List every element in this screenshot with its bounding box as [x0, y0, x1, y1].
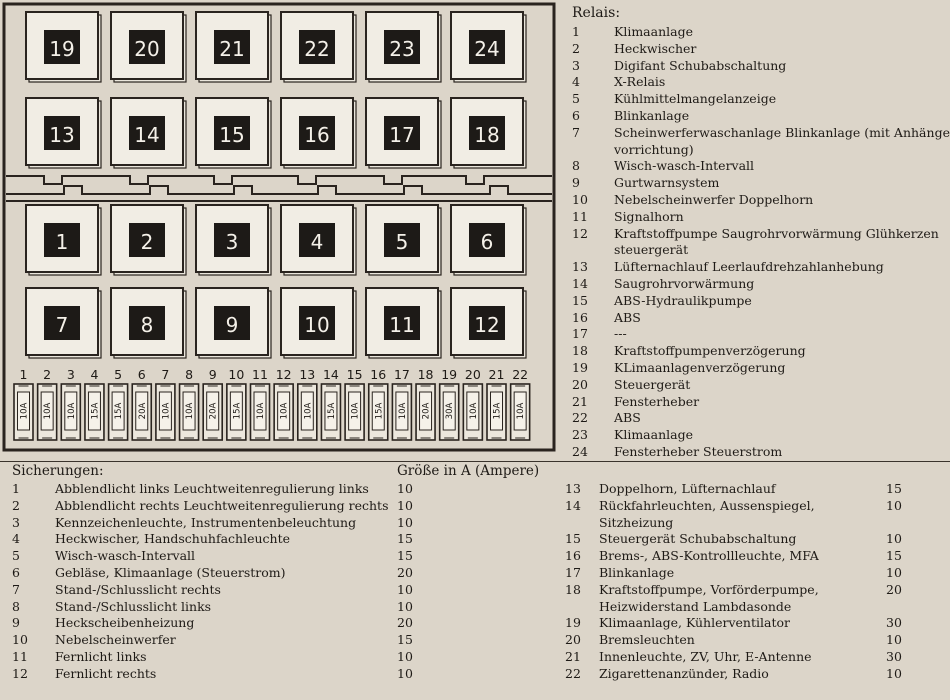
fuse-slot	[227, 367, 246, 440]
relay-slot	[281, 98, 356, 168]
fuse-amperage: 10	[397, 598, 413, 614]
relay-description: X-Relais	[614, 74, 666, 90]
fuse-description: Wisch-wasch-Intervall	[55, 548, 196, 564]
fuse-rating-label: 10A	[43, 402, 54, 420]
relay-slot	[196, 205, 271, 275]
relay-list-item	[572, 125, 950, 159]
fuse-number: 14	[565, 497, 581, 513]
relay-number: 14	[572, 275, 588, 291]
relay-number: 17	[572, 326, 588, 342]
relay-description: Fensterheber	[614, 393, 700, 409]
fuse-rating-label: 20A	[421, 402, 432, 420]
fuse-amperage: 10	[886, 632, 902, 648]
fuse-slot	[85, 367, 104, 440]
fuse-rating-label: 10A	[66, 402, 77, 420]
fuse-number: 13	[565, 481, 581, 496]
relay-list-item	[572, 192, 950, 209]
fuse-number: 12	[12, 665, 28, 681]
relay-slot	[366, 98, 441, 168]
fuse-slot	[14, 367, 33, 440]
fuse-slot-number: 8	[185, 367, 194, 382]
relay-number: 12	[572, 225, 588, 241]
relay-number: 8	[572, 158, 580, 174]
fuse-number: 8	[12, 598, 20, 614]
relay-block-number: 12	[474, 313, 500, 337]
fuse-number: 1	[12, 481, 20, 496]
fuse-number: 2	[12, 497, 20, 513]
relay-legend-title: Relais:	[572, 5, 621, 21]
fuse-slot	[463, 367, 482, 440]
fuse-slot-number: 11	[252, 367, 268, 382]
fuse-slot	[369, 367, 388, 440]
relay-block-number: 3	[225, 230, 239, 254]
relay-description: Klimaanlage	[614, 24, 693, 39]
fuse-list-item	[565, 531, 915, 548]
fuse-slot	[274, 367, 293, 440]
fuse-rating-label: 20A	[137, 402, 148, 420]
fuse-description: Abblendlicht rechts Leuchtweitenregulierung rechts	[55, 497, 389, 513]
relay-number: 20	[572, 376, 588, 392]
fuse-slot	[298, 367, 317, 440]
relay-description: Wisch-wasch-Intervall	[614, 158, 755, 174]
fuse-rating-label: 10A	[516, 402, 527, 420]
fuse-description: Steuergerät Schubabschaltung	[599, 531, 797, 547]
fuse-list-item	[565, 548, 915, 565]
fuse-description: Heckwischer, Handschuhfachleuchte	[55, 531, 291, 547]
fuse-legend-title: Sicherungen:	[12, 463, 104, 479]
fuse-description: Fernlicht links	[55, 648, 147, 664]
relay-number: 19	[572, 359, 588, 375]
relay-slot	[111, 205, 186, 275]
relay-number: 2	[572, 40, 580, 56]
fuse-description: Innenleuchte, ZV, Uhr, E-Antenne	[599, 648, 812, 664]
fuse-number: 17	[565, 564, 581, 580]
fuse-number: 11	[12, 648, 28, 664]
relay-slot	[281, 205, 356, 275]
fuse-slot-number: 7	[161, 367, 170, 382]
relay-number: 21	[572, 393, 588, 409]
relay-block-number: 1	[55, 230, 69, 254]
fuse-list-item	[565, 582, 915, 616]
fuse-slot-number: 18	[417, 367, 434, 382]
relay-block-number: 15	[219, 123, 245, 147]
fuse-list-item	[565, 565, 915, 582]
fuse-slot	[345, 367, 364, 440]
relay-list-item	[572, 108, 950, 125]
fuse-description: Klimaanlage, Kühlerventilator	[599, 615, 790, 631]
relay-block-number: 6	[480, 230, 494, 254]
relay-description: ABS-Hydraulikpumpe	[614, 292, 752, 308]
fuse-description: Kraftstoffpumpe, Vorförderpumpe, Heizwiderstand Lambdasonde	[599, 581, 819, 614]
relay-block-number: 17	[389, 123, 415, 147]
fuse-slot	[38, 367, 57, 440]
connector-strip-lower	[6, 186, 552, 194]
fuse-slot	[416, 367, 435, 440]
fuse-number: 10	[12, 632, 28, 648]
fuse-slot	[511, 367, 530, 440]
fuse-amperage: 10	[397, 581, 413, 597]
relay-number: 7	[572, 124, 580, 140]
fuse-list-item	[565, 666, 915, 683]
section-divider-line	[0, 461, 950, 462]
relay-block-number: 8	[140, 313, 154, 337]
relay-list-item	[572, 444, 950, 461]
fuse-list-item	[12, 649, 452, 666]
relay-block-number: 19	[49, 37, 75, 61]
relay-description: Kraftstoffpumpe Saugrohrvorwärmung Glühkerzen steuergerät	[614, 225, 939, 258]
fuse-description: Brems-, ABS-Kontrollleuchte, MFA	[599, 548, 819, 564]
relay-number: 4	[572, 74, 580, 90]
relay-block-number: 9	[225, 313, 239, 337]
relay-description: ABS	[614, 309, 641, 325]
fuse-size-header: Größe in A (Ampere)	[397, 463, 540, 479]
fuse-slot-number: 3	[66, 367, 75, 382]
fuse-rating-label: 10A	[350, 402, 361, 420]
connector-strip-upper	[6, 176, 552, 184]
relay-slot	[26, 98, 101, 168]
relay-block-number: 21	[219, 37, 245, 61]
relay-list-item	[572, 410, 950, 427]
fuse-rating-label: 10A	[397, 402, 408, 420]
relay-legend	[572, 4, 950, 461]
fuse-slot	[61, 367, 80, 440]
relay-block-number: 16	[304, 123, 330, 147]
relay-slot	[26, 12, 101, 82]
fuse-slot-number: 5	[114, 367, 123, 382]
fuse-slot	[180, 367, 199, 440]
fuse-number: 20	[565, 632, 581, 648]
relay-slot	[111, 12, 186, 82]
relay-slot	[451, 288, 526, 358]
fuse-number: 21	[565, 648, 581, 664]
fuse-rating-label: 10A	[161, 402, 172, 420]
fuse-list-item	[12, 531, 452, 548]
fuse-amperage: 20	[886, 581, 902, 597]
fuse-amperage: 20	[397, 615, 413, 631]
fuse-amperage: 15	[886, 481, 902, 496]
relay-list-item	[572, 175, 950, 192]
fuse-list-item	[12, 481, 452, 498]
fuse-rating-label: 30A	[445, 402, 456, 420]
fuse-number: 3	[12, 514, 20, 530]
fuse-amperage: 10	[397, 481, 413, 496]
fuse-description: Fernlicht rechts	[55, 665, 157, 681]
fuse-amperage: 30	[886, 648, 902, 664]
relay-block-number: 5	[395, 230, 409, 254]
relay-block-number: 13	[49, 123, 75, 147]
fuse-slot	[251, 367, 270, 440]
fuse-amperage: 10	[397, 648, 413, 664]
fuse-list-item	[12, 666, 452, 683]
relay-description: Kraftstoffpumpenverzögerung	[614, 343, 806, 359]
fuse-slot-number: 14	[322, 367, 339, 382]
fuse-amperage: 15	[397, 632, 413, 648]
fuse-rating-label: 10A	[185, 402, 196, 420]
fuse-amperage: 15	[397, 548, 413, 564]
relay-list-item	[572, 293, 950, 310]
fuse-legend-left	[12, 481, 452, 683]
fuse-rating-label: 10A	[256, 402, 266, 420]
fuse-description: Blinkanlage	[599, 564, 675, 580]
relay-list-item	[572, 427, 950, 444]
relay-number: 16	[572, 309, 588, 325]
fuse-number: 5	[12, 548, 20, 564]
relay-number: 1	[572, 24, 580, 39]
fuse-rating-label: 15A	[492, 402, 503, 420]
relay-description: Digifant Schubabschaltung	[614, 57, 787, 73]
relay-number: 3	[572, 57, 580, 73]
fuse-slot-number: 17	[393, 367, 410, 382]
fuse-amperage: 10	[886, 665, 902, 681]
fuse-rating-label: 15A	[114, 402, 125, 420]
fuse-number: 16	[565, 548, 581, 564]
relay-slot	[451, 12, 526, 82]
fuse-slot-number: 4	[90, 367, 99, 382]
fuse-rating-label: 10A	[468, 402, 479, 420]
relay-block-number: 7	[55, 313, 69, 337]
fuse-slot	[392, 367, 411, 440]
fuse-rating-label: 20A	[208, 402, 219, 420]
fuse-amperage: 10	[886, 497, 902, 513]
relay-slot	[111, 288, 186, 358]
relay-list-item	[572, 41, 950, 58]
fuse-rating-label: 15A	[326, 402, 337, 420]
fuse-description: Rückfahrleuchten, Aussenspiegel, Sitzheizung	[599, 497, 815, 530]
fuse-list-item	[12, 515, 452, 532]
relay-list-item	[572, 360, 950, 377]
fuse-description: Gebläse, Klimaanlage (Steuerstrom)	[55, 564, 286, 580]
relay-number: 24	[572, 443, 588, 459]
relay-block-number: 14	[134, 123, 160, 147]
relay-list-item	[572, 24, 950, 41]
relay-description: Signalhorn	[614, 208, 684, 224]
relay-slot	[26, 288, 101, 358]
fuse-slot	[440, 367, 459, 440]
relay-number: 11	[572, 208, 588, 224]
fuse-rating-label: 15A	[90, 402, 101, 420]
relay-block-number: 11	[389, 313, 415, 337]
fuse-slot-number: 2	[43, 367, 52, 382]
relay-list-item	[572, 310, 950, 327]
fuse-list-item	[12, 615, 452, 632]
fuse-rating-label: 10A	[19, 402, 30, 420]
fuse-description: Stand-/Schlusslicht rechts	[55, 581, 221, 597]
fuse-description: Nebelscheinwerfer	[55, 632, 176, 648]
relay-block-number: 23	[389, 37, 415, 61]
relay-list-item	[572, 91, 950, 108]
fuse-description: Heckscheibenheizung	[55, 615, 195, 631]
relay-number: 15	[572, 292, 588, 308]
relay-number: 18	[572, 343, 588, 359]
fuse-amperage: 10	[886, 564, 902, 580]
fuse-box-diagram	[0, 0, 560, 460]
fuse-list-item	[12, 548, 452, 565]
fuse-list-item	[12, 498, 452, 515]
relay-block-number: 20	[134, 37, 160, 61]
fuse-slot-number: 9	[208, 367, 217, 382]
relay-number: 13	[572, 259, 588, 275]
relay-description: ---	[614, 326, 627, 342]
relay-description: Heckwischer	[614, 40, 697, 56]
fuse-rating-label: 10A	[279, 402, 290, 420]
relay-description: Scheinwerferwaschanlage Blinkanlage (mit Anhänge vorrichtung)	[614, 124, 950, 157]
fuse-list-item	[12, 565, 452, 582]
relay-description: Lüfternachlauf Leerlaufdrehzahlanhebung	[614, 259, 884, 275]
relay-slot	[281, 288, 356, 358]
fuse-list-item	[12, 582, 452, 599]
fuse-number: 22	[565, 665, 581, 681]
fuse-amperage: 20	[397, 564, 413, 580]
fuse-slot-number: 6	[137, 367, 146, 382]
relay-slot	[451, 98, 526, 168]
relay-description: Gurtwarnsystem	[614, 175, 720, 191]
fuse-amperage: 15	[886, 548, 902, 564]
fuse-number: 18	[565, 581, 581, 597]
fuse-slot-number: 15	[346, 367, 363, 382]
fuse-amperage: 10	[886, 531, 902, 547]
fuse-slot	[132, 367, 151, 440]
relay-slot	[26, 205, 101, 275]
relay-slot	[366, 12, 441, 82]
relay-list-item	[572, 226, 950, 260]
fuse-description: Kennzeichenleuchte, Instrumentenbeleuchtung	[55, 514, 357, 530]
fuse-list-item	[565, 498, 915, 532]
fuse-slot-number: 13	[299, 367, 316, 382]
relay-number: 23	[572, 427, 588, 443]
relay-slot	[111, 98, 186, 168]
relay-block-number: 22	[304, 37, 330, 61]
relay-block-number: 2	[140, 230, 154, 254]
fuse-description: Abblendlicht links Leuchtweitenregulierung links	[55, 481, 369, 496]
relay-description: Kühlmittelmangelanzeige	[614, 91, 777, 107]
fuse-slot	[156, 367, 175, 440]
relay-slot	[281, 12, 356, 82]
fuse-rating-label: 15A	[374, 402, 385, 420]
fuse-amperage: 10	[397, 514, 413, 530]
relay-list-item	[572, 276, 950, 293]
relay-slot	[196, 288, 271, 358]
relay-slot	[196, 12, 271, 82]
relay-description: Fensterheber Steuerstrom	[614, 443, 783, 459]
relay-block-number: 18	[474, 123, 500, 147]
fuse-amperage: 10	[397, 497, 413, 513]
fuse-list-item	[12, 599, 452, 616]
relay-list-item	[572, 158, 950, 175]
fuse-slot-number: 19	[441, 367, 458, 382]
relay-description: KLimaanlagenverzögerung	[614, 359, 786, 375]
relay-list-item	[572, 394, 950, 411]
relay-list-item	[572, 326, 950, 343]
relay-list-item	[572, 259, 950, 276]
fuse-rating-label: 15A	[232, 402, 243, 420]
relay-description: Klimaanlage	[614, 427, 693, 443]
relay-list-item	[572, 343, 950, 360]
fuse-description: Doppelhorn, Lüfternachlauf	[599, 481, 776, 496]
fuse-description: Zigarettenanzünder, Radio	[599, 665, 769, 681]
fuse-number: 9	[12, 615, 20, 631]
fuse-number: 7	[12, 581, 20, 597]
fuse-number: 19	[565, 615, 581, 631]
fuse-list-item	[12, 632, 452, 649]
fuse-list-item	[565, 649, 915, 666]
fuse-slot-number: 10	[228, 367, 245, 382]
relay-block-number: 4	[310, 230, 324, 254]
fuse-list-item	[565, 481, 915, 498]
relay-description: Saugrohrvorwärmung	[614, 275, 755, 291]
fuse-rating-label: 10A	[303, 402, 314, 420]
relay-description: ABS	[614, 410, 641, 426]
fuse-amperage: 10	[397, 665, 413, 681]
relay-list-item	[572, 377, 950, 394]
fuse-amperage: 30	[886, 615, 902, 631]
fuse-slot-number: 16	[370, 367, 387, 382]
relay-slot	[196, 98, 271, 168]
relay-block-number: 24	[474, 37, 500, 61]
fuse-legend-right	[565, 481, 915, 683]
relay-description: Blinkanlage	[614, 107, 690, 123]
fuse-description: Stand-/Schlusslicht links	[55, 598, 212, 614]
relay-number: 9	[572, 175, 580, 191]
fuse-slot	[109, 367, 128, 440]
fuse-number: 4	[12, 531, 20, 547]
fuse-number: 6	[12, 564, 20, 580]
relay-number: 22	[572, 410, 588, 426]
fuse-list-item	[565, 615, 915, 632]
fuse-amperage: 15	[397, 531, 413, 547]
relay-list-item	[572, 74, 950, 91]
fuse-description: Bremsleuchten	[599, 632, 695, 648]
relay-slot	[451, 205, 526, 275]
relay-number: 5	[572, 91, 580, 107]
fuse-slot	[487, 367, 506, 440]
fuse-slot-number: 12	[275, 367, 292, 382]
relay-number: 6	[572, 107, 580, 123]
fuse-slot-number: 21	[488, 367, 505, 382]
relay-list-item	[572, 58, 950, 75]
relay-slot	[366, 288, 441, 358]
relay-list-item	[572, 209, 950, 226]
relay-number: 10	[572, 191, 588, 207]
fuse-slot-number: 1	[19, 367, 28, 382]
fuse-number: 15	[565, 531, 581, 547]
fuse-slot-number: 20	[464, 367, 481, 382]
fuse-slot	[321, 367, 340, 440]
fuse-list-item	[565, 632, 915, 649]
fuse-slot	[203, 367, 222, 440]
relay-slot	[366, 205, 441, 275]
relay-description: Nebelscheinwerfer Doppelhorn	[614, 191, 814, 207]
fuse-slot-number: 22	[512, 367, 529, 382]
relay-block-number: 10	[304, 313, 330, 337]
relay-description: Steuergerät	[614, 376, 691, 392]
